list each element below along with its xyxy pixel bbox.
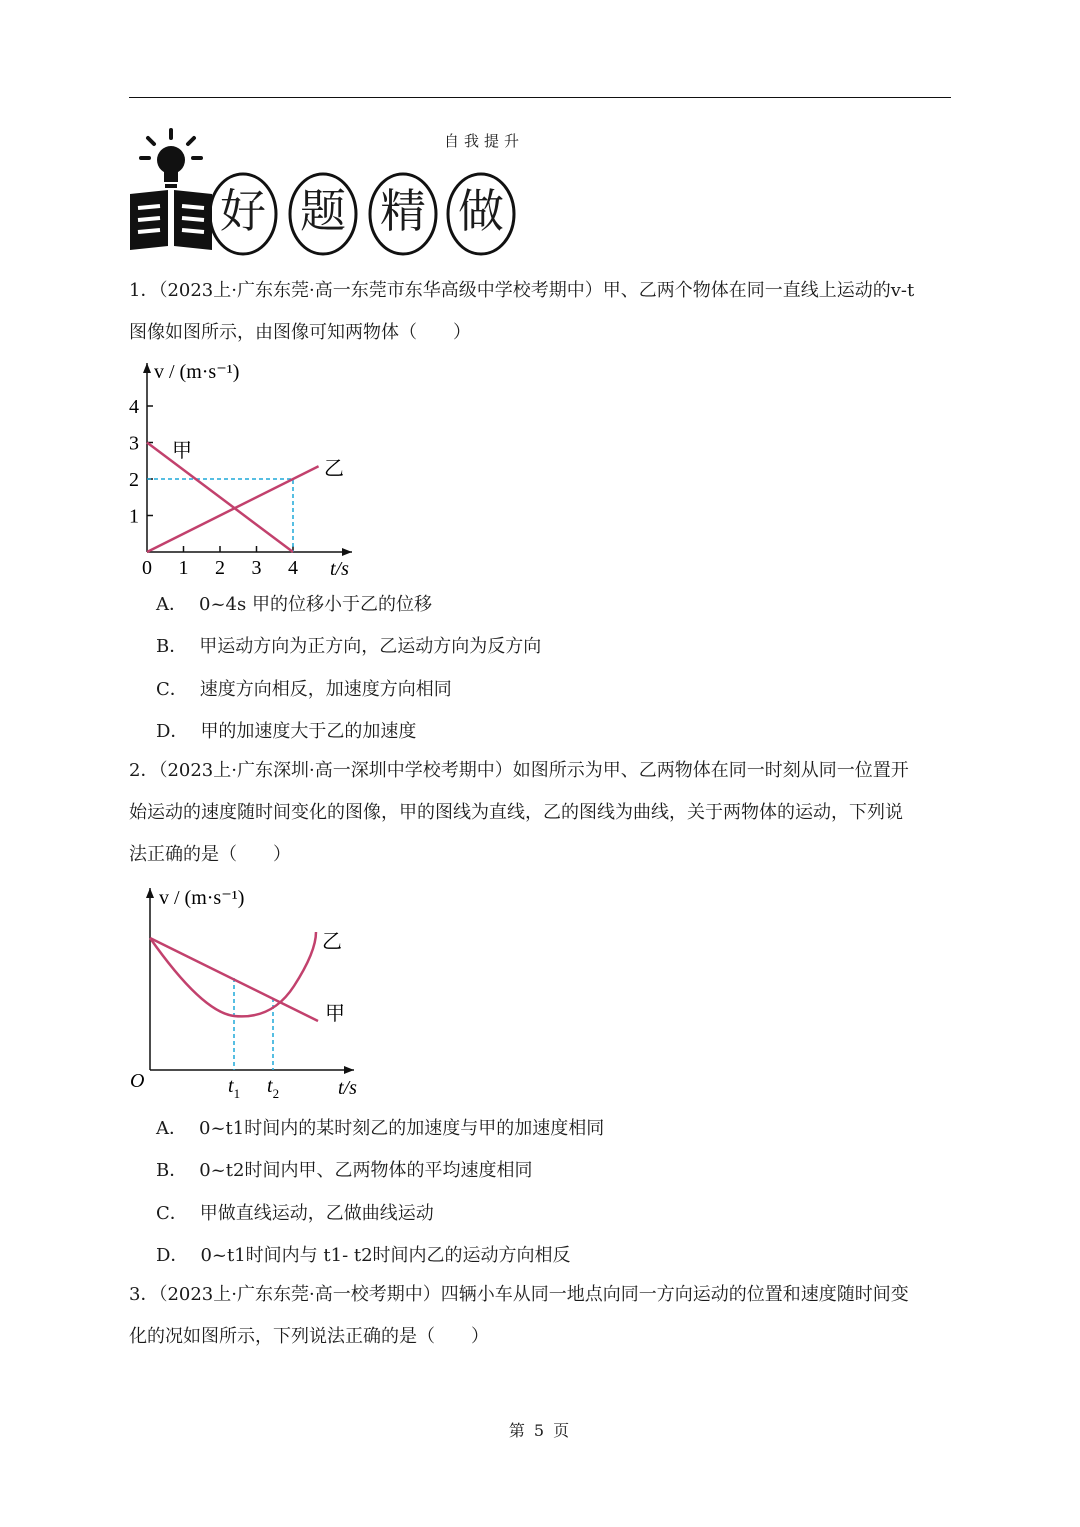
y-tick-label-3: 3 — [129, 432, 139, 455]
x-tick-label-t1: $t_1$ — [228, 1075, 241, 1100]
question-2-text-line3: 法正确的是（ ） — [129, 844, 291, 865]
question-1-line-1 — [129, 270, 914, 312]
question-1-choice-b[interactable]: B． 甲运动方向为正方向，乙运动方向为反方向 — [156, 636, 542, 657]
x-axis-arrowhead — [344, 1066, 354, 1074]
y-axis-label: v / (m·s⁻¹) — [159, 887, 245, 909]
series-label-yi: 乙 — [324, 456, 344, 480]
chart-2-vt-graph — [122, 880, 372, 1100]
banner-char-1: 好 — [220, 184, 266, 238]
question-1-choice-d[interactable]: D． 甲的加速度大于乙的加速度 — [156, 721, 417, 742]
question-2-choice-a[interactable]: A． 0~t1时间内的某时刻乙的加速度与甲的加速度相同 — [156, 1118, 605, 1139]
y-axis-arrowhead — [146, 888, 154, 898]
top-rule — [129, 97, 951, 98]
question-3-text-line1: （2023上·广东东莞·高一校考期中）四辆小车从同一地点向同一方向运动的位置和速度随时间变 — [158, 1284, 909, 1305]
series-label-jia: 甲 — [172, 438, 192, 462]
question-3-number: 3． — [129, 1284, 159, 1305]
y-tick-label-2: 2 — [129, 469, 139, 491]
x-tick-label-2: 2 — [215, 557, 225, 579]
question-2-line-1 — [129, 750, 909, 792]
question-2-choice-b[interactable]: B． 0~t2时间内甲、乙两物体的平均速度相同 — [156, 1160, 533, 1181]
question-1-number: 1． — [129, 280, 159, 301]
x-tick-label-1: 1 — [178, 557, 189, 579]
y-tick-label-4: 4 — [129, 396, 139, 418]
question-2-text-line2: 始运动的速度随时间变化的图像，甲的图线为直线，乙的图线为曲线，关于两物体的运动，下列说 — [129, 802, 903, 823]
section-subtitle: 自我提升 — [444, 132, 525, 150]
banner-char-4: 做 — [458, 184, 504, 238]
x-tick-label-4: 4 — [288, 557, 298, 579]
x-tick-label-3: 3 — [251, 557, 262, 579]
chart-1-vt-graph — [122, 355, 362, 580]
question-2-choice-d[interactable]: D． 0~t1时间内与 t1- t2时间内乙的运动方向相反 — [156, 1245, 571, 1266]
question-1-text-line2: 图像如图所示，由图像可知两物体（ ） — [129, 322, 471, 343]
y-axis-arrowhead — [143, 363, 151, 373]
book-bulb-icon — [128, 128, 218, 253]
origin-label: 0 — [142, 557, 152, 579]
question-1-choice-a[interactable]: A． 0~4s 甲的位移小于乙的位移 — [156, 594, 432, 615]
question-2-number: 2． — [129, 760, 159, 781]
question-3-text-line2: 化的况如图所示，下列说法正确的是（ ） — [129, 1326, 489, 1347]
question-2-choice-c[interactable]: C． 甲做直线运动，乙做曲线运动 — [156, 1203, 434, 1224]
question-2-text-line1: （2023上·广东深圳·高一深圳中学校考期中）如图所示为甲、乙两物体在同一时刻从同一位置开 — [158, 760, 909, 781]
question-1-text-line1: （2023上·广东东莞·高一东莞市东华高级中学校考期中）甲、乙两个物体在同一直线上运动的v-t — [158, 280, 915, 301]
origin-label: O — [130, 1070, 145, 1092]
y-axis-label: v / (m·s⁻¹) — [154, 361, 240, 383]
x-axis-label: t/s — [338, 1077, 357, 1099]
y-tick-label-1: 1 — [129, 505, 139, 528]
banner-char-3: 精 — [380, 184, 426, 238]
question-3 — [129, 1274, 909, 1358]
series-label-yi: 乙 — [322, 929, 342, 953]
question-1-choice-c[interactable]: C． 速度方向相反，加速度方向相同 — [156, 679, 452, 700]
x-tick-label-t2: $t_2$ — [267, 1075, 280, 1100]
question-1 — [129, 270, 914, 354]
question-3-line-1 — [129, 1274, 909, 1316]
page-number: 第 5 页 — [508, 1421, 572, 1440]
series-line-1 — [147, 443, 293, 553]
series-label-jia: 甲 — [325, 1001, 345, 1025]
series-line-yi — [150, 932, 316, 1016]
x-axis-label: t/s — [330, 558, 349, 580]
banner-char-2: 题 — [300, 184, 346, 238]
question-2 — [129, 750, 909, 876]
x-axis-arrowhead — [342, 548, 352, 556]
